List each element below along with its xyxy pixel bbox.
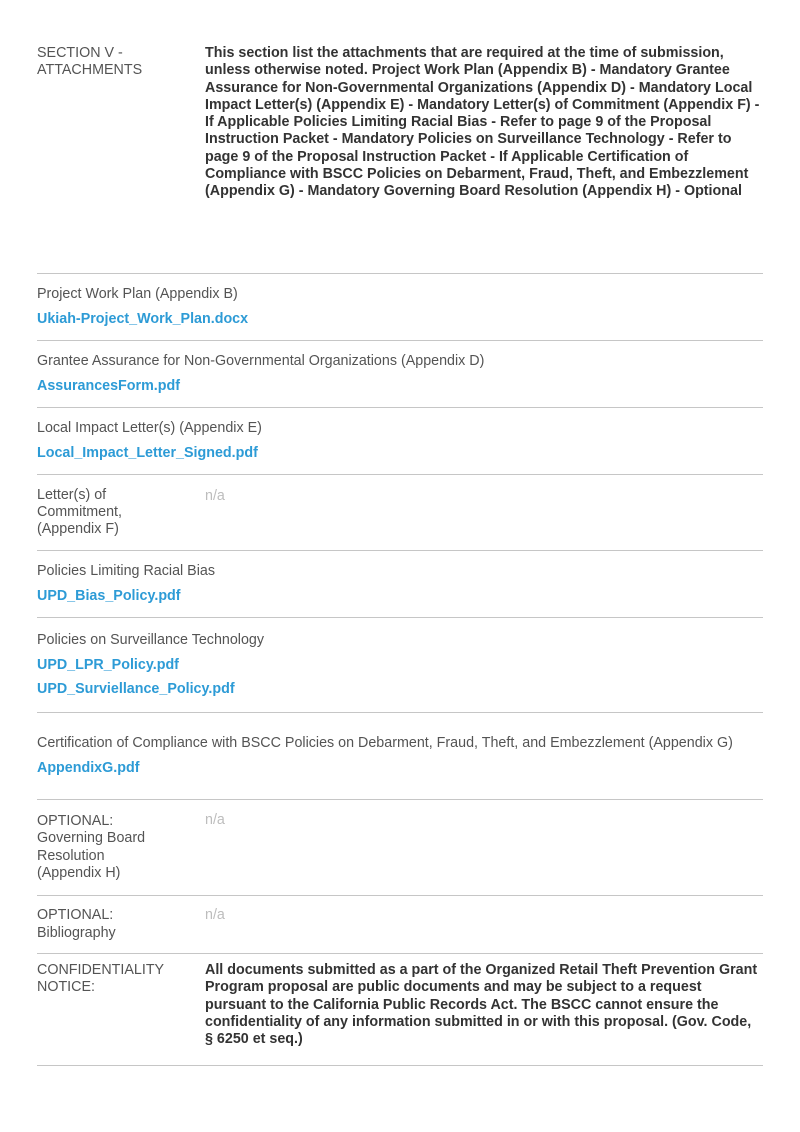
confidentiality-label: CONFIDENTIALITY NOTICE: — [37, 962, 164, 996]
local-impact-title: Local Impact Letter(s) (Appendix E) — [37, 419, 262, 436]
work-plan-title: Project Work Plan (Appendix B) — [37, 285, 238, 302]
commitment-label: Letter(s) of Commitment, (Appendix F) — [37, 486, 122, 538]
surveillance-file-link-lpr[interactable]: UPD_LPR_Policy.pdf — [37, 657, 179, 674]
assurance-section — [37, 341, 763, 408]
racial-bias-title: Policies Limiting Racial Bias — [37, 562, 215, 579]
assurance-file-link[interactable]: AssurancesForm.pdf — [37, 378, 181, 394]
racial-bias-section — [37, 551, 763, 618]
surveillance-file-link-policy[interactable]: UPD_Surviellance_Policy.pdf — [37, 680, 235, 697]
section-v-instructions: This section list the attachments that are required at the time of submission, unless otherwise noted. Project Work Plan (Appendix B) - Mandatory Grantee Assurance for Non-Governmental Organizations (Appendix D) - Mandatory Local Impact Letter(s) (Appendix E) - Mandatory Letter(s) of Commitment (Appendix F) - If Applicable Policies Limiting Racial Bias - Refer to page 9 of the Proposal Instruction Packet - Mandatory Policies on Surveillance Technology - Refer to page 9 of the Proposal Instruction Packet - If Applicable Certification of Compliance with BSCC Policies on Debarment, Fraud, Theft, and Embezzlement (Appendix G) - Mandatory Governing Board Resolution (Appendix H) - Optional — [205, 45, 760, 200]
assurance-title: Grantee Assurance for Non-Governmental Organizations (Appendix D) — [37, 352, 485, 369]
local-impact-file-link[interactable]: Local_Impact_Letter_Signed.pdf — [37, 445, 258, 461]
section-v-label: SECTION V - ATTACHMENTS — [37, 45, 143, 79]
confidentiality-notice: All documents submitted as a part of the Organized Retail Theft Prevention Grant Program proposal are public documents and may be subject to a request pursuant to the California Public Records Act. The BSCC cannot ensure the confidentiality of any information submitted in or with this proposal. (Gov. Code, § 6250 et seq.) — [205, 962, 758, 1048]
bibliography-value: n/a — [205, 907, 225, 923]
work-plan-file-link[interactable]: Ukiah-Project_Work_Plan.docx — [37, 311, 249, 327]
surveillance-title: Policies on Surveillance Technology — [37, 632, 265, 649]
commitment-section — [37, 475, 763, 551]
surveillance-section — [37, 618, 763, 713]
racial-bias-file-link[interactable]: UPD_Bias_Policy.pdf — [37, 588, 181, 604]
confidentiality-section — [37, 954, 763, 1066]
certification-section — [37, 713, 763, 800]
governing-board-value: n/a — [205, 812, 225, 828]
certification-title: Certification of Compliance with BSCC Policies on Debarment, Fraud, Theft, and Embezzlement (Appendix G) — [37, 734, 733, 751]
bibliography-section — [37, 896, 763, 954]
local-impact-section — [37, 408, 763, 475]
work-plan-section — [37, 274, 763, 341]
certification-file-link[interactable]: AppendixG.pdf — [37, 760, 140, 776]
attachments-page — [37, 0, 763, 1066]
bibliography-label: OPTIONAL: Bibliography — [37, 907, 116, 941]
governing-board-section — [37, 800, 763, 896]
governing-board-label: OPTIONAL: Governing Board Resolution (Appendix H) — [37, 812, 146, 881]
section-v-attachments — [37, 0, 763, 274]
commitment-value: n/a — [205, 488, 225, 504]
